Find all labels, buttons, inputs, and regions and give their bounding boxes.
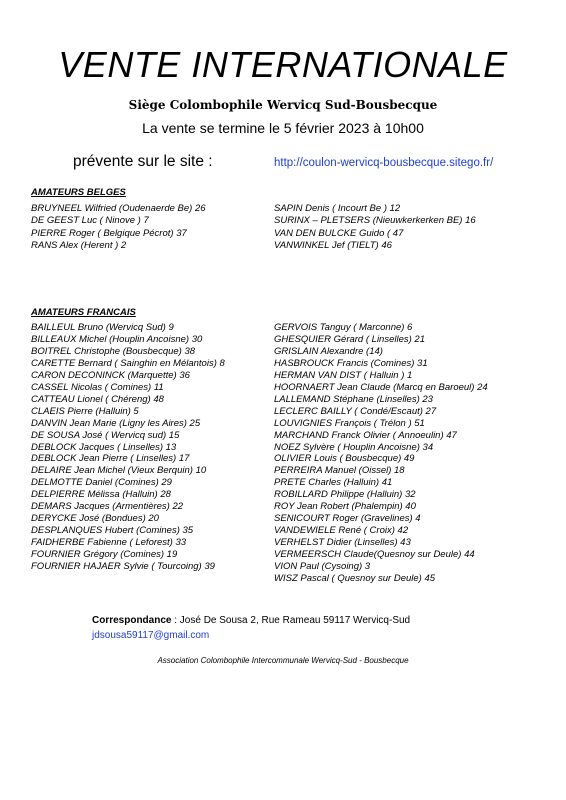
french-list-right bbox=[274, 322, 488, 585]
participant-entry: CLAEIS Pierre (Halluin) 5 bbox=[31, 405, 139, 417]
sale-end-date: La vente se termine le 5 février 2023 à 10h00 bbox=[142, 120, 424, 136]
participant-entry: DEBLOCK Jacques ( Linselles) 13 bbox=[31, 441, 177, 453]
participant-entry: DE GEEST Luc ( Ninove ) 7 bbox=[31, 215, 149, 227]
participant-entry: FOURNIER HAJAER Sylvie ( Tourcoing) 39 bbox=[31, 561, 215, 573]
participant-entry: CARON DECONINCK (Marquette) 36 bbox=[31, 369, 190, 381]
participant-entry: CARETTE Bernard ( Sainghin en Mélantois) 8 bbox=[31, 357, 225, 369]
participant-entry: BILLEAUX Michel (Houplin Ancoisne) 30 bbox=[31, 333, 203, 345]
participant-entry: BOITREL Christophe (Bousbecque) 38 bbox=[31, 345, 196, 357]
participant-entry: LALLEMAND Stéphane (Linselles) 23 bbox=[274, 393, 433, 405]
participant-entry: BAILLEUL Bruno (Wervicq Sud) 9 bbox=[31, 322, 174, 333]
participant-entry: VERHELST Didier (Linselles) 43 bbox=[274, 537, 411, 549]
french-list-left bbox=[31, 322, 225, 573]
participant-entry: DELMOTTE Daniel (Comines) 29 bbox=[31, 477, 172, 489]
participant-entry: PIERRE Roger ( Belgique Pécrot) 37 bbox=[31, 227, 187, 239]
participant-entry: MARCHAND Franck Olivier ( Annoeulin) 47 bbox=[274, 429, 457, 441]
participant-entry: WISZ Pascal ( Quesnoy sur Deule) 45 bbox=[274, 573, 436, 585]
contact-email-link[interactable]: jdsousa59117@gmail.com bbox=[92, 630, 210, 641]
participant-entry: PRETE Charles (Halluin) 41 bbox=[274, 477, 393, 489]
participant-entry: DE SOUSA José ( Wervicq sud) 15 bbox=[31, 429, 180, 441]
participant-entry: HOORNAERT Jean Claude (Marcq en Baroeul) 24 bbox=[274, 381, 488, 393]
french-heading: AMATEURS FRANCAIS bbox=[31, 307, 136, 318]
participant-entry: LOUVIGNIES François ( Trélon ) 51 bbox=[274, 417, 425, 429]
participant-entry: FOURNIER Grégory (Comines) 19 bbox=[31, 549, 178, 561]
participant-entry: VAN DEN BULCKE Guido ( 47 bbox=[274, 227, 404, 239]
participant-entry: HERMAN VAN DIST ( Halluin ) 1 bbox=[274, 369, 413, 381]
participant-entry: LECLERC BAILLY ( Condé/Escaut) 27 bbox=[274, 405, 437, 417]
page-title: VENTE INTERNATIONALE bbox=[58, 44, 508, 85]
participant-entry: DEBLOCK Jean Pierre ( Linselles) 17 bbox=[31, 453, 190, 465]
participant-entry: ROY Jean Robert (Phalempin) 40 bbox=[274, 501, 416, 513]
belgian-list-left bbox=[31, 203, 206, 252]
participant-entry: DESPLANQUES Hubert (Comines) 35 bbox=[31, 525, 194, 537]
participant-entry: DEMARS Jacques (Armentières) 22 bbox=[31, 501, 184, 513]
correspondence-label: Correspondance bbox=[92, 615, 172, 626]
participant-entry: NOEZ Sylvère ( Houplin Ancoisne) 34 bbox=[274, 441, 434, 453]
participant-entry: SENICOURT Roger (Gravelines) 4 bbox=[274, 513, 421, 525]
participant-entry: HASBROUCK Francis (Comines) 31 bbox=[274, 357, 428, 369]
correspondence bbox=[92, 615, 410, 626]
presale-link[interactable]: http://coulon-wervicq-bousbecque.sitego.fr/ bbox=[274, 157, 494, 169]
participant-entry: GHESQUIER Gérard ( Linselles) 21 bbox=[274, 333, 425, 345]
participant-entry: SURINX – PLETSERS (Nieuwkerkerken BE) 16 bbox=[274, 215, 476, 227]
participant-entry: VERMEERSCH Claude(Quesnoy sur Deule) 44 bbox=[274, 549, 475, 561]
participant-entry: VION Paul (Cysoing) 3 bbox=[274, 561, 371, 573]
participant-entry: GERVOIS Tanguy ( Marconne) 6 bbox=[274, 322, 413, 333]
presale-label: prévente sur le site : bbox=[73, 153, 213, 170]
participant-entry: VANDEWIELE René ( Croix) 42 bbox=[274, 525, 409, 537]
correspondence-address: : José De Sousa 2, Rue Rameau 59117 Wervicq-Sud bbox=[171, 615, 411, 626]
participant-entry: OLIVIER Louis ( Bousbecque) 49 bbox=[274, 453, 415, 465]
participant-entry: DERYCKE José (Bondues) 20 bbox=[31, 513, 159, 525]
participant-entry: SAPIN Denis ( Incourt Be ) 12 bbox=[274, 203, 401, 214]
participant-entry: ROBILLARD Philippe (Halluin) 32 bbox=[274, 489, 416, 501]
participant-entry: CATTEAU Lionel ( Chéreng) 48 bbox=[31, 393, 164, 405]
association-footer: Association Colombophile Intercommunale Wervicq-Sud - Bousbecque bbox=[157, 656, 409, 665]
participant-entry: BRUYNEEL Wilfried (Oudenaerde Be) 26 bbox=[31, 203, 206, 214]
participant-entry: FAIDHERBE Fabienne ( Leforest) 33 bbox=[31, 537, 187, 549]
belgian-heading: AMATEURS BELGES bbox=[31, 187, 126, 198]
participant-entry: CASSEL Nicolas ( Comines) 11 bbox=[31, 381, 164, 393]
participant-entry: VANWINKEL Jef (TIELT) 46 bbox=[274, 239, 392, 251]
participant-entry: DELAIRE Jean Michel (Vieux Berquin) 10 bbox=[31, 465, 207, 477]
club-subtitle: Siège Colombophile Wervicq Sud-Bousbecque bbox=[128, 98, 438, 112]
participant-entry: DELPIERRE Mélissa (Halluin) 28 bbox=[31, 489, 171, 501]
participant-entry: DANVIN Jean Marie (Ligny les Aires) 25 bbox=[31, 417, 201, 429]
belgian-list-right bbox=[274, 203, 476, 252]
participant-entry: PERREIRA Manuel (Oissel) 18 bbox=[274, 465, 405, 477]
participant-entry: GRISLAIN Alexandre (14) bbox=[274, 345, 383, 357]
participant-entry: RANS Alex (Herent ) 2 bbox=[31, 239, 127, 251]
